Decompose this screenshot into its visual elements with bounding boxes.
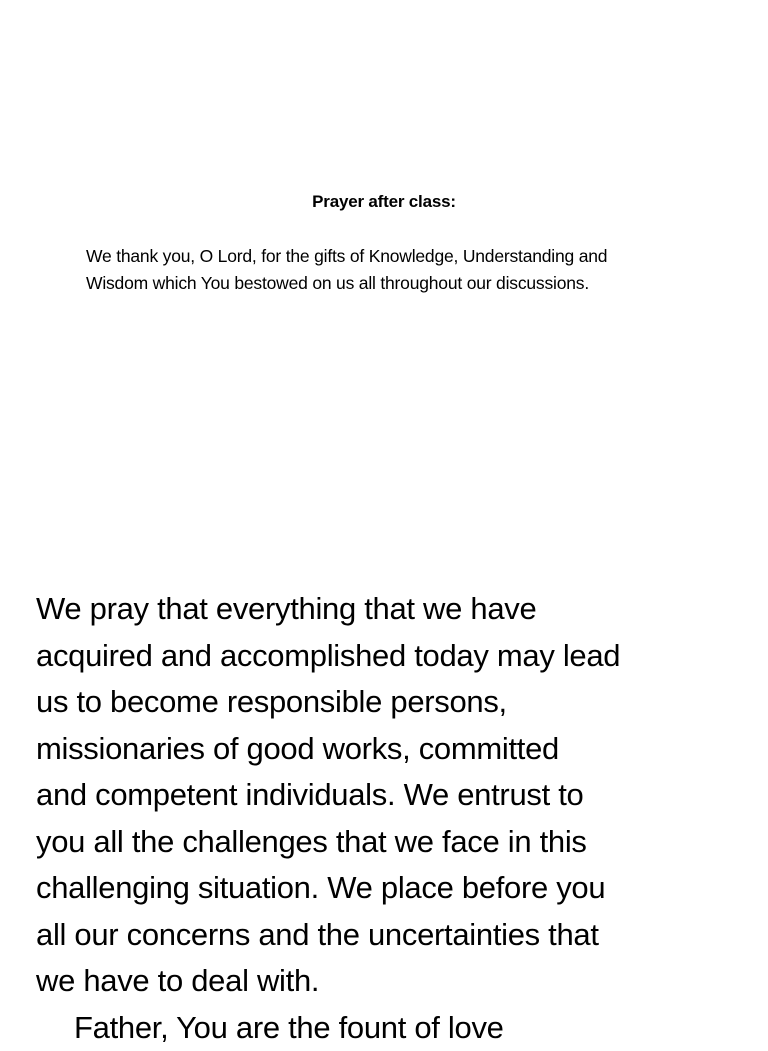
body-line: we have to deal with. xyxy=(36,958,756,1005)
body-line: us to become responsible persons, xyxy=(36,679,756,726)
body-line: missionaries of good works, committed xyxy=(36,726,756,773)
intro-line: Wisdom which You bestowed on us all throughout our discussions. xyxy=(86,270,726,297)
body-line: you all the challenges that we face in this xyxy=(36,819,756,866)
closing-line: Father, You are the fount of love xyxy=(36,1005,756,1051)
prayer-body-paragraph xyxy=(36,586,756,1051)
body-line: challenging situation. We place before you xyxy=(36,865,756,912)
body-line: We pray that everything that we have xyxy=(36,586,756,633)
body-line: and competent individuals. We entrust to xyxy=(36,772,756,819)
body-line: all our concerns and the uncertainties that xyxy=(36,912,756,959)
prayer-title: Prayer after class: xyxy=(0,191,768,213)
intro-line: We thank you, O Lord, for the gifts of Knowledge, Understanding and xyxy=(86,243,726,270)
body-line: acquired and accomplished today may lead xyxy=(36,633,756,680)
intro-paragraph xyxy=(86,243,726,297)
